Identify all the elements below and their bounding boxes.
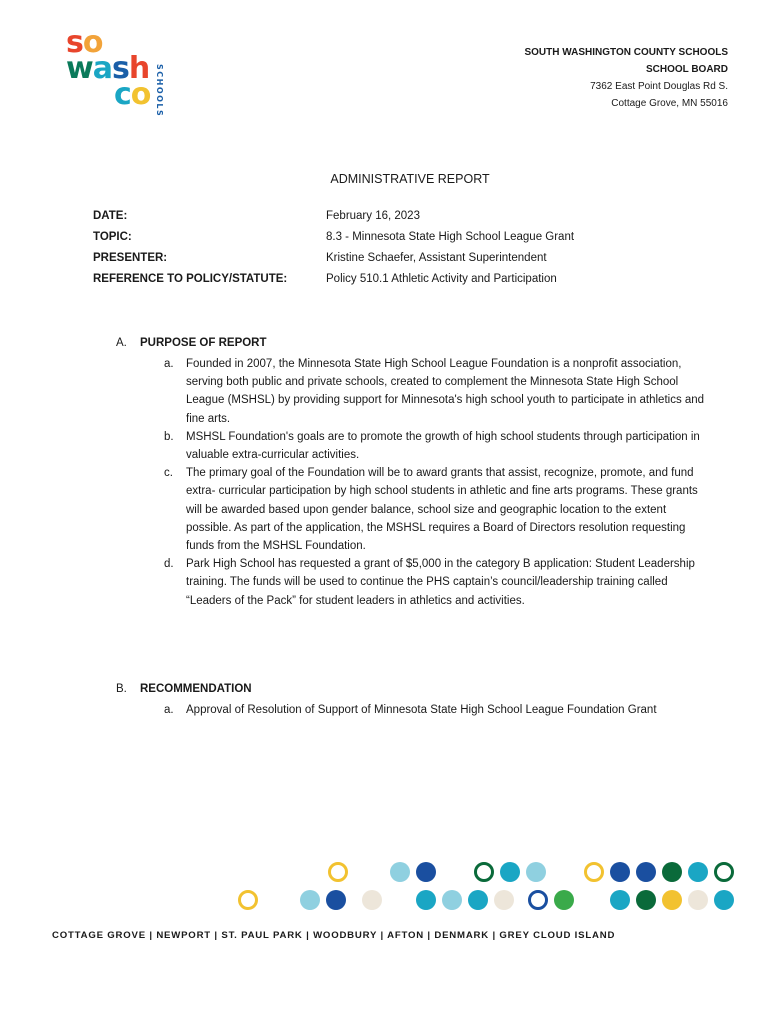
report-title: ADMINISTRATIVE REPORT (330, 172, 490, 186)
dot-decoration (238, 890, 258, 910)
list-item (164, 701, 712, 719)
meta-label: TOPIC: (93, 231, 132, 243)
dot-decoration (416, 862, 436, 882)
list-item (164, 355, 712, 428)
district-logo (66, 25, 176, 118)
list-marker: d. (164, 558, 174, 571)
meta-label: REFERENCE TO POLICY/STATUTE: (93, 273, 288, 285)
list-marker: c. (164, 467, 173, 480)
dot-decoration (328, 862, 348, 882)
dot-decoration (500, 862, 520, 882)
logo-side-text: SCHOOLS (155, 64, 164, 118)
section-title: RECOMMENDATION (140, 683, 252, 695)
dot-decoration (662, 862, 682, 882)
logo-letter: s (111, 51, 129, 86)
dot-decoration (474, 862, 494, 882)
meta-label: PRESENTER: (93, 252, 168, 264)
meta-value: Policy 510.1 Athletic Activity and Participation (326, 273, 557, 285)
meta-label: DATE: (93, 210, 128, 222)
meta-value: February 16, 2023 (326, 210, 420, 222)
dot-decoration (526, 862, 546, 882)
dot-decoration (584, 862, 604, 882)
dot-decoration (662, 890, 682, 910)
org-address-block (524, 44, 728, 112)
org-address-line-1: 7362 East Point Douglas Rd S. (590, 81, 728, 92)
list-text: Approval of Resolution of Support of Minnesota State High School League Foundation Grant (186, 704, 657, 716)
org-name: SOUTH WASHINGTON COUNTY SCHOOLS (524, 47, 728, 58)
list-item (164, 464, 712, 555)
logo-letter: s (66, 25, 83, 60)
dot-decoration (636, 890, 656, 910)
list-text: The primary goal of the Foundation will be to award grants that assist, recognize, promote, and fund extra- curricular participation by high school students in athletic and fine arts programs. These grants will be awarded based upon gender balance, school size and geographic location to the extent possible. As part of the application, the MSHSL requires a Board of Directors resolution requesting funds from the MSHSL Foundation. (186, 467, 698, 553)
dot-decoration (688, 862, 708, 882)
section-letter: A. (116, 337, 127, 349)
dot-decoration (610, 890, 630, 910)
dot-decoration (300, 890, 320, 910)
dot-decoration (390, 862, 410, 882)
logo-letter: a (92, 51, 112, 86)
dot-decoration (554, 890, 574, 910)
dot-decoration (714, 862, 734, 882)
dot-decoration (636, 862, 656, 882)
logo-letter: o (82, 25, 103, 60)
list-marker: a. (164, 704, 174, 716)
dot-decoration (610, 862, 630, 882)
list-item (164, 428, 712, 464)
dot-decoration (468, 890, 488, 910)
list-text: MSHSL Foundation's goals are to promote the growth of high school students through participation in valuable extra-curricular activities. (186, 430, 700, 462)
meta-row-topic (93, 231, 574, 252)
section-heading (116, 683, 712, 695)
footer-cities: COTTAGE GROVE | NEWPORT | ST. PAUL PARK | WOODBURY | AFTON | DENMARK | GREY CLOUD ISLAND (52, 930, 616, 941)
logo-letter: h (128, 51, 150, 86)
meta-value: 8.3 - Minnesota State High School League Grant (326, 231, 575, 243)
dot-decoration (326, 890, 346, 910)
section-heading (116, 337, 712, 349)
dot-decoration (494, 890, 514, 910)
dot-decoration (416, 890, 436, 910)
section-title: PURPOSE OF REPORT (140, 337, 267, 349)
logo-letter: w (66, 51, 93, 86)
dot-decoration (688, 890, 708, 910)
purpose-list (164, 355, 712, 610)
dot-decoration (442, 890, 462, 910)
logo-letter: c (114, 77, 131, 112)
list-item (164, 555, 712, 610)
list-text: Founded in 2007, the Minnesota State High School League Foundation is a nonprofit association, serving both public and private schools, created to complement the Minnesota State High School League (MSHSL) by providing support for Minnesota's high school youth to participate in athletics and fine arts. (186, 358, 705, 425)
list-text: Park High School has requested a grant of $5,000 in the category B application: Student Leadership training. The funds will be used to continue the PHS captain’s council/leadership training called “Leaders of the Pack” for student leaders in athletics and activities. (186, 558, 695, 607)
decorative-dots (230, 858, 750, 918)
logo-letter: o (130, 77, 151, 112)
dot-decoration (362, 890, 382, 910)
logo-row-3 (114, 77, 151, 112)
recommendation-section (116, 683, 712, 719)
org-address-line-2: Cottage Grove, MN 55016 (611, 98, 728, 109)
meta-row-reference (93, 273, 574, 294)
dot-decoration (714, 890, 734, 910)
dot-decoration (528, 890, 548, 910)
purpose-section (116, 337, 712, 610)
list-marker: a. (164, 358, 174, 370)
org-dept: SCHOOL BOARD (645, 64, 728, 75)
report-meta (93, 210, 574, 294)
section-letter: B. (116, 683, 127, 695)
meta-row-presenter (93, 252, 574, 273)
recommendation-list (164, 701, 712, 719)
meta-value: Kristine Schaefer, Assistant Superintendent (326, 252, 547, 264)
meta-row-date (93, 210, 574, 231)
list-marker: b. (164, 430, 174, 443)
